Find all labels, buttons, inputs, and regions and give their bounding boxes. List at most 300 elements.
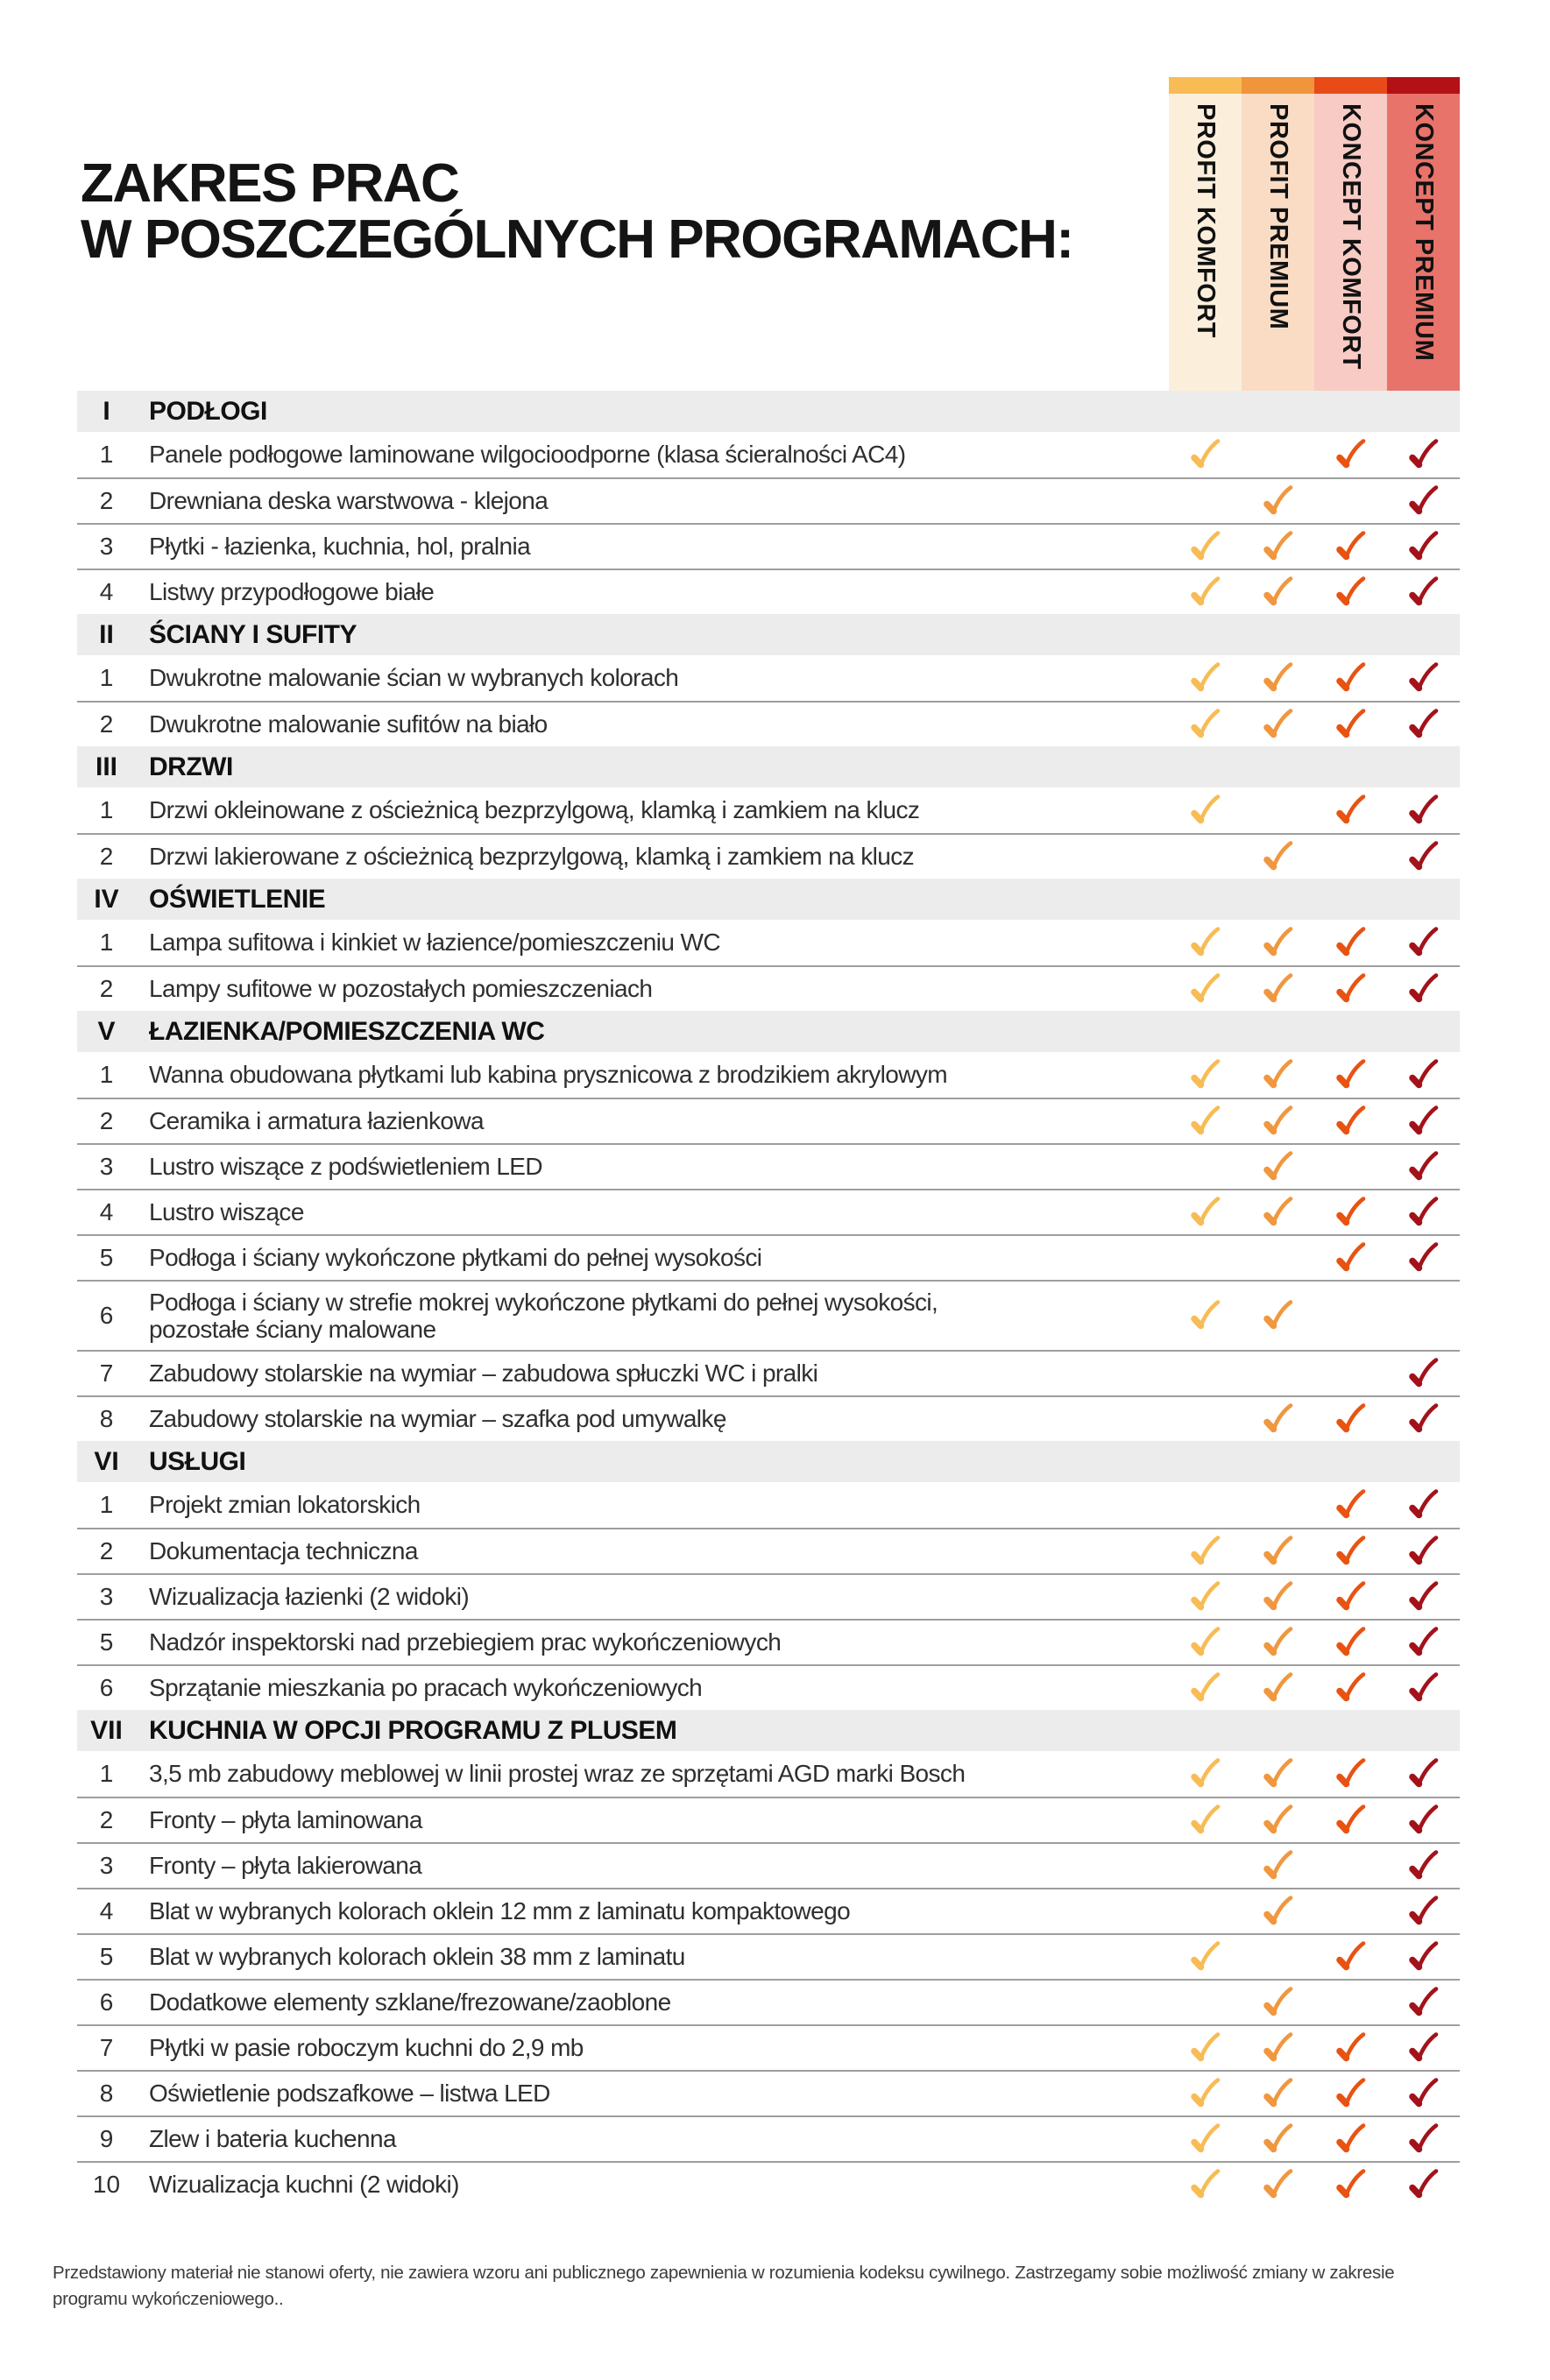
item-number: 10 <box>92 2171 121 2198</box>
check-icon <box>1334 1402 1369 1437</box>
check-cell-profit-premium <box>1242 1751 1314 1797</box>
item-label: Wizualizacja łazienki (2 widoki) <box>149 1583 470 1611</box>
table-row <box>77 1052 1460 1098</box>
check-icon <box>1334 660 1369 696</box>
check-cell-profit-komfort <box>1169 1236 1242 1280</box>
item-label: Podłoga i ściany wykończone płytkami do pełnej wysokości <box>149 1244 762 1272</box>
item-label: Wizualizacja kuchni (2 widoki) <box>149 2171 459 2199</box>
check-icon <box>1261 1298 1296 1333</box>
check-icon <box>1334 707 1369 742</box>
item-number: 9 <box>99 2125 114 2152</box>
check-icon <box>1406 529 1441 564</box>
check-cell-profit-premium <box>1242 525 1314 569</box>
program-column-koncept-premium <box>1387 77 1460 391</box>
check-cell-profit-premium <box>1242 703 1314 746</box>
check-icon <box>1261 707 1296 742</box>
check-icon <box>1261 1057 1296 1092</box>
check-cell-koncept-komfort <box>1314 787 1387 833</box>
check-cell-profit-premium <box>1242 1529 1314 1573</box>
check-icon <box>1188 925 1223 960</box>
check-cell-profit-premium <box>1242 1575 1314 1619</box>
check-cell-profit-premium <box>1242 1844 1314 1888</box>
check-cell-koncept-komfort <box>1314 2117 1387 2161</box>
section-title: KUCHNIA W OPCJI PROGRAMU Z PLUSEM <box>149 1715 677 1745</box>
check-cell-koncept-komfort <box>1314 1844 1387 1888</box>
check-cell-koncept-komfort <box>1314 2026 1387 2070</box>
check-cell-profit-komfort <box>1169 2163 1242 2207</box>
check-icon <box>1334 1057 1369 1092</box>
check-icon <box>1188 1298 1223 1333</box>
check-cell-profit-komfort <box>1169 1935 1242 1979</box>
check-cell-koncept-komfort <box>1314 2072 1387 2115</box>
check-icon <box>1261 925 1296 960</box>
check-icon <box>1406 660 1441 696</box>
program-column-body <box>1169 94 1242 391</box>
program-color-bar <box>1387 77 1460 94</box>
item-number: 3 <box>99 1153 114 1180</box>
check-cell-koncept-premium <box>1387 570 1460 614</box>
check-cell-profit-premium <box>1242 432 1314 477</box>
item-number: 6 <box>99 1674 114 1701</box>
check-cell-profit-komfort <box>1169 1529 1242 1573</box>
check-icon <box>1261 1756 1296 1791</box>
section-title: ŚCIANY I SUFITY <box>149 619 357 649</box>
table-row <box>77 1395 1460 1441</box>
check-icon <box>1406 1356 1441 1391</box>
check-cell-profit-komfort <box>1169 1099 1242 1143</box>
check-icon <box>1406 1670 1441 1706</box>
check-icon <box>1406 437 1441 472</box>
check-icon <box>1334 925 1369 960</box>
check-icon <box>1334 1487 1369 1522</box>
table-row <box>77 1573 1460 1619</box>
item-label: 3,5 mb zabudowy meblowej w linii prostej wraz ze sprzętami AGD marki Bosch <box>149 1760 966 1788</box>
check-icon <box>1261 1195 1296 1230</box>
check-icon <box>1261 575 1296 610</box>
section-numeral: VII <box>90 1715 123 1745</box>
check-icon <box>1406 2030 1441 2066</box>
program-color-bar <box>1242 77 1314 94</box>
item-number: 1 <box>99 929 114 956</box>
table-row <box>77 701 1460 746</box>
table-row <box>77 523 1460 569</box>
item-number: 7 <box>99 2034 114 2061</box>
check-cell-profit-premium <box>1242 1236 1314 1280</box>
check-cell-koncept-premium <box>1387 1145 1460 1189</box>
check-icon <box>1334 1240 1369 1275</box>
check-icon <box>1334 575 1369 610</box>
check-cell-koncept-premium <box>1387 655 1460 701</box>
check-cell-profit-komfort <box>1169 479 1242 523</box>
check-cell-profit-komfort <box>1169 432 1242 477</box>
item-label: Dwukrotne malowanie ścian w wybranych kolorach <box>149 664 679 692</box>
check-icon <box>1406 971 1441 1006</box>
check-icon <box>1406 1149 1441 1184</box>
program-column-body <box>1387 94 1460 391</box>
program-label: KONCEPT PREMIUM <box>1410 103 1438 362</box>
check-cell-profit-premium <box>1242 1145 1314 1189</box>
check-icon <box>1406 707 1441 742</box>
check-cell-koncept-komfort <box>1314 570 1387 614</box>
item-label: Listwy przypodłogowe białe <box>149 578 435 606</box>
check-cell-koncept-komfort <box>1314 655 1387 701</box>
check-cell-koncept-komfort <box>1314 1482 1387 1528</box>
check-cell-profit-premium <box>1242 1935 1314 1979</box>
item-number: 6 <box>99 1988 114 2016</box>
item-label: Blat w wybranych kolorach oklein 12 mm z laminatu kompaktowego <box>149 1897 851 1925</box>
check-icon <box>1261 2030 1296 2066</box>
check-cell-profit-premium <box>1242 920 1314 965</box>
page-title-line1: ZAKRES PRAC <box>81 153 459 214</box>
check-cell-koncept-komfort <box>1314 1621 1387 1664</box>
check-cell-koncept-premium <box>1387 1621 1460 1664</box>
check-icon <box>1188 707 1223 742</box>
item-number: 1 <box>99 441 114 468</box>
table-row <box>77 1098 1460 1143</box>
check-icon <box>1334 2122 1369 2157</box>
table-row <box>77 920 1460 965</box>
check-icon <box>1334 2076 1369 2111</box>
program-color-bar <box>1169 77 1242 94</box>
check-cell-profit-premium <box>1242 2163 1314 2207</box>
check-icon <box>1334 2030 1369 2066</box>
check-cell-koncept-komfort <box>1314 1666 1387 1710</box>
check-cell-koncept-komfort <box>1314 479 1387 523</box>
check-icon <box>1406 1625 1441 1660</box>
check-icon <box>1261 1104 1296 1139</box>
item-label: Lustro wiszące <box>149 1198 304 1226</box>
check-cell-koncept-komfort <box>1314 703 1387 746</box>
footnote: Przedstawiony materiał nie stanowi oferty, nie zawiera wzoru ani publicznego zapewnienia w rozumienia kodeksu cywilnego. Zastrzegamy sobie możliwość zmiany w zakresie programu wykończeniowego.. <box>53 2263 1395 2309</box>
item-label: Wanna obudowana płytkami lub kabina prysznicowa z brodzikiem akrylowym <box>149 1061 947 1089</box>
check-cell-profit-premium <box>1242 1397 1314 1441</box>
table-row <box>77 1664 1460 1710</box>
check-icon <box>1334 1803 1369 1838</box>
check-icon <box>1406 2076 1441 2111</box>
check-icon <box>1406 1195 1441 1230</box>
check-icon <box>1188 1534 1223 1569</box>
check-icon <box>1406 1057 1441 1092</box>
check-icon <box>1334 1579 1369 1614</box>
check-icon <box>1406 793 1441 828</box>
check-cell-koncept-premium <box>1387 1889 1460 1933</box>
check-icon <box>1406 1240 1441 1275</box>
table-row <box>77 432 1460 477</box>
item-number: 5 <box>99 1628 114 1656</box>
item-label: Ceramika i armatura łazienkowa <box>149 1107 484 1135</box>
table-row <box>77 2161 1460 2207</box>
check-icon <box>1406 1104 1441 1139</box>
check-icon <box>1261 1803 1296 1838</box>
check-cell-koncept-komfort <box>1314 1798 1387 1842</box>
section-numeral: III <box>95 752 117 781</box>
item-label: Nadzór inspektorski nad przebiegiem prac wykończeniowych <box>149 1628 782 1656</box>
check-cell-profit-komfort <box>1169 525 1242 569</box>
table-row <box>77 1979 1460 2024</box>
check-icon <box>1334 971 1369 1006</box>
item-number: 4 <box>99 1198 114 1225</box>
item-number: 5 <box>99 1943 114 1970</box>
check-cell-profit-premium <box>1242 835 1314 879</box>
check-cell-koncept-komfort <box>1314 1236 1387 1280</box>
program-color-bar <box>1314 77 1387 94</box>
check-cell-koncept-premium <box>1387 1236 1460 1280</box>
check-cell-profit-premium <box>1242 1666 1314 1710</box>
section-title: ŁAZIENKA/POMIESZCZENIA WC <box>149 1016 545 1046</box>
item-label: Dokumentacja techniczna <box>149 1537 418 1565</box>
check-cell-koncept-premium <box>1387 479 1460 523</box>
check-icon <box>1261 1670 1296 1706</box>
item-number: 6 <box>99 1302 114 1329</box>
check-icon <box>1406 1985 1441 2020</box>
program-column-body <box>1242 94 1314 391</box>
program-column-body <box>1314 94 1387 391</box>
table-row <box>77 1797 1460 1842</box>
section-header-row <box>77 879 1460 920</box>
section-title: PODŁOGI <box>149 396 267 426</box>
check-icon <box>1261 2076 1296 2111</box>
table-row <box>77 1189 1460 1234</box>
check-icon <box>1334 1670 1369 1706</box>
check-icon <box>1261 839 1296 874</box>
check-icon <box>1406 1756 1441 1791</box>
check-icon <box>1334 2167 1369 2202</box>
check-icon <box>1406 1487 1441 1522</box>
section-numeral: V <box>97 1016 116 1046</box>
check-icon <box>1406 1402 1441 1437</box>
item-label: Płytki - łazienka, kuchnia, hol, pralnia <box>149 533 531 561</box>
section-header-row <box>77 391 1460 432</box>
section-header-row <box>77 746 1460 787</box>
check-cell-koncept-komfort <box>1314 1529 1387 1573</box>
program-label: PROFIT KOMFORT <box>1192 103 1220 338</box>
check-icon <box>1406 1534 1441 1569</box>
check-cell-koncept-premium <box>1387 1190 1460 1234</box>
item-number: 1 <box>99 796 114 823</box>
item-label: Drzwi lakierowane z ościeżnicą bezprzylgową, klamką i zamkiem na klucz <box>149 843 914 871</box>
program-label: KONCEPT KOMFORT <box>1337 103 1365 370</box>
check-cell-koncept-premium <box>1387 1482 1460 1528</box>
check-icon <box>1406 2167 1441 2202</box>
check-icon <box>1261 2122 1296 2157</box>
table-row <box>77 569 1460 614</box>
check-icon <box>1334 437 1369 472</box>
item-label: Oświetlenie podszafkowe – listwa LED <box>149 2080 550 2108</box>
section-numeral: IV <box>94 884 119 914</box>
check-icon <box>1261 1848 1296 1883</box>
check-cell-profit-premium <box>1242 479 1314 523</box>
check-cell-profit-komfort <box>1169 835 1242 879</box>
check-icon <box>1188 971 1223 1006</box>
check-icon <box>1188 1625 1223 1660</box>
check-cell-koncept-premium <box>1387 703 1460 746</box>
check-cell-koncept-komfort <box>1314 1889 1387 1933</box>
item-label: Panele podłogowe laminowane wilgocioodporne (klasa ścieralności AC4) <box>149 441 906 469</box>
check-cell-koncept-premium <box>1387 1844 1460 1888</box>
check-cell-profit-komfort <box>1169 1145 1242 1189</box>
table-row <box>77 833 1460 879</box>
item-label: Lampy sufitowe w pozostałych pomieszczeniach <box>149 975 653 1003</box>
check-cell-profit-komfort <box>1169 1798 1242 1842</box>
check-icon <box>1334 793 1369 828</box>
section-numeral: I <box>103 396 110 426</box>
check-cell-koncept-premium <box>1387 1575 1460 1619</box>
table-row <box>77 1143 1460 1189</box>
check-icon <box>1188 2030 1223 2066</box>
check-icon <box>1406 484 1441 519</box>
item-number: 4 <box>99 1897 114 1924</box>
check-cell-profit-premium <box>1242 2117 1314 2161</box>
check-icon <box>1188 2076 1223 2111</box>
check-cell-koncept-premium <box>1387 1529 1460 1573</box>
check-cell-koncept-komfort <box>1314 1282 1387 1350</box>
check-cell-profit-premium <box>1242 967 1314 1011</box>
check-cell-profit-premium <box>1242 570 1314 614</box>
item-number: 8 <box>99 2080 114 2107</box>
check-cell-profit-komfort <box>1169 1844 1242 1888</box>
item-label: Projekt zmian lokatorskich <box>149 1491 421 1519</box>
check-cell-koncept-premium <box>1387 2072 1460 2115</box>
check-cell-koncept-premium <box>1387 1798 1460 1842</box>
table-row <box>77 1280 1460 1350</box>
item-label: Zlew i bateria kuchenna <box>149 2125 396 2153</box>
check-cell-profit-komfort <box>1169 1666 1242 1710</box>
item-number: 7 <box>99 1359 114 1387</box>
check-cell-koncept-premium <box>1387 1052 1460 1098</box>
item-number: 3 <box>99 533 114 560</box>
check-icon <box>1188 1939 1223 1974</box>
table-row <box>77 655 1460 701</box>
check-cell-profit-komfort <box>1169 920 1242 965</box>
item-number: 2 <box>99 975 114 1002</box>
item-number: 3 <box>99 1852 114 1879</box>
check-cell-profit-premium <box>1242 1052 1314 1098</box>
check-cell-profit-premium <box>1242 655 1314 701</box>
section-header-row <box>77 614 1460 655</box>
check-icon <box>1261 1894 1296 1929</box>
check-icon <box>1334 1939 1369 1974</box>
check-icon <box>1188 575 1223 610</box>
item-label: Płytki w pasie roboczym kuchni do 2,9 mb <box>149 2034 584 2062</box>
check-cell-koncept-premium <box>1387 432 1460 477</box>
check-cell-profit-komfort <box>1169 1889 1242 1933</box>
check-cell-koncept-komfort <box>1314 1052 1387 1098</box>
table-row <box>77 1528 1460 1573</box>
item-number: 1 <box>99 1061 114 1088</box>
check-icon <box>1406 1848 1441 1883</box>
check-cell-profit-premium <box>1242 1352 1314 1395</box>
check-icon <box>1406 2122 1441 2157</box>
check-cell-koncept-komfort <box>1314 1397 1387 1441</box>
table-row <box>77 1482 1460 1528</box>
check-cell-profit-komfort <box>1169 1621 1242 1664</box>
item-number: 2 <box>99 1806 114 1833</box>
check-cell-profit-komfort <box>1169 1575 1242 1619</box>
check-icon <box>1334 1104 1369 1139</box>
check-cell-koncept-premium <box>1387 1352 1460 1395</box>
table-row <box>77 1751 1460 1797</box>
check-icon <box>1188 437 1223 472</box>
check-cell-koncept-premium <box>1387 787 1460 833</box>
program-column-profit-premium <box>1242 77 1314 391</box>
check-icon <box>1261 2167 1296 2202</box>
item-label: Fronty – płyta lakierowana <box>149 1852 422 1880</box>
check-icon <box>1188 2167 1223 2202</box>
check-cell-profit-premium <box>1242 1099 1314 1143</box>
check-icon <box>1334 529 1369 564</box>
section-title: OŚWIETLENIE <box>149 884 326 914</box>
check-cell-profit-komfort <box>1169 1190 1242 1234</box>
item-number: 2 <box>99 843 114 870</box>
item-label: Zabudowy stolarskie na wymiar – zabudowa spłuczki WC i pralki <box>149 1359 818 1388</box>
check-cell-profit-premium <box>1242 2026 1314 2070</box>
check-icon <box>1334 1625 1369 1660</box>
page-title-line2: W POSZCZEGÓLNYCH PROGRAMACH: <box>81 209 1073 271</box>
check-icon <box>1188 1803 1223 1838</box>
check-cell-koncept-komfort <box>1314 1099 1387 1143</box>
program-column-koncept-komfort <box>1314 77 1387 391</box>
check-icon <box>1406 575 1441 610</box>
check-cell-koncept-premium <box>1387 1751 1460 1797</box>
item-number: 2 <box>99 487 114 514</box>
table-row <box>77 1234 1460 1280</box>
check-cell-koncept-komfort <box>1314 920 1387 965</box>
table-row <box>77 1619 1460 1664</box>
check-icon <box>1188 1579 1223 1614</box>
table-row <box>77 2024 1460 2070</box>
item-number: 2 <box>99 710 114 738</box>
check-cell-profit-komfort <box>1169 1397 1242 1441</box>
check-cell-profit-komfort <box>1169 703 1242 746</box>
check-icon <box>1188 793 1223 828</box>
check-cell-profit-komfort <box>1169 570 1242 614</box>
check-icon <box>1406 839 1441 874</box>
check-cell-profit-premium <box>1242 1889 1314 1933</box>
check-cell-koncept-komfort <box>1314 1575 1387 1619</box>
check-icon <box>1261 529 1296 564</box>
check-cell-profit-komfort <box>1169 1052 1242 1098</box>
section-title: USŁUGI <box>149 1446 246 1476</box>
program-column-profit-komfort <box>1169 77 1242 391</box>
check-cell-profit-komfort <box>1169 1751 1242 1797</box>
check-cell-profit-komfort <box>1169 967 1242 1011</box>
check-icon <box>1406 1894 1441 1929</box>
check-cell-profit-premium <box>1242 1621 1314 1664</box>
section-header-row <box>77 1441 1460 1482</box>
item-number: 1 <box>99 1760 114 1787</box>
check-cell-koncept-premium <box>1387 835 1460 879</box>
check-cell-profit-komfort <box>1169 787 1242 833</box>
table-row <box>77 2070 1460 2115</box>
item-number: 3 <box>99 1583 114 1610</box>
check-cell-profit-premium <box>1242 1482 1314 1528</box>
check-icon <box>1188 2122 1223 2157</box>
check-cell-koncept-komfort <box>1314 967 1387 1011</box>
program-label: PROFIT PREMIUM <box>1264 103 1292 330</box>
item-number: 8 <box>99 1405 114 1432</box>
item-label: Dodatkowe elementy szklane/frezowane/zaoblone <box>149 1988 671 2016</box>
check-cell-koncept-komfort <box>1314 2163 1387 2207</box>
check-icon <box>1261 1625 1296 1660</box>
check-cell-koncept-premium <box>1387 2117 1460 2161</box>
check-icon <box>1188 529 1223 564</box>
check-icon <box>1261 1149 1296 1184</box>
table-row <box>77 1350 1460 1395</box>
check-cell-koncept-komfort <box>1314 1751 1387 1797</box>
check-cell-koncept-premium <box>1387 1935 1460 1979</box>
section-header-row <box>77 1710 1460 1751</box>
check-cell-profit-premium <box>1242 1981 1314 2024</box>
